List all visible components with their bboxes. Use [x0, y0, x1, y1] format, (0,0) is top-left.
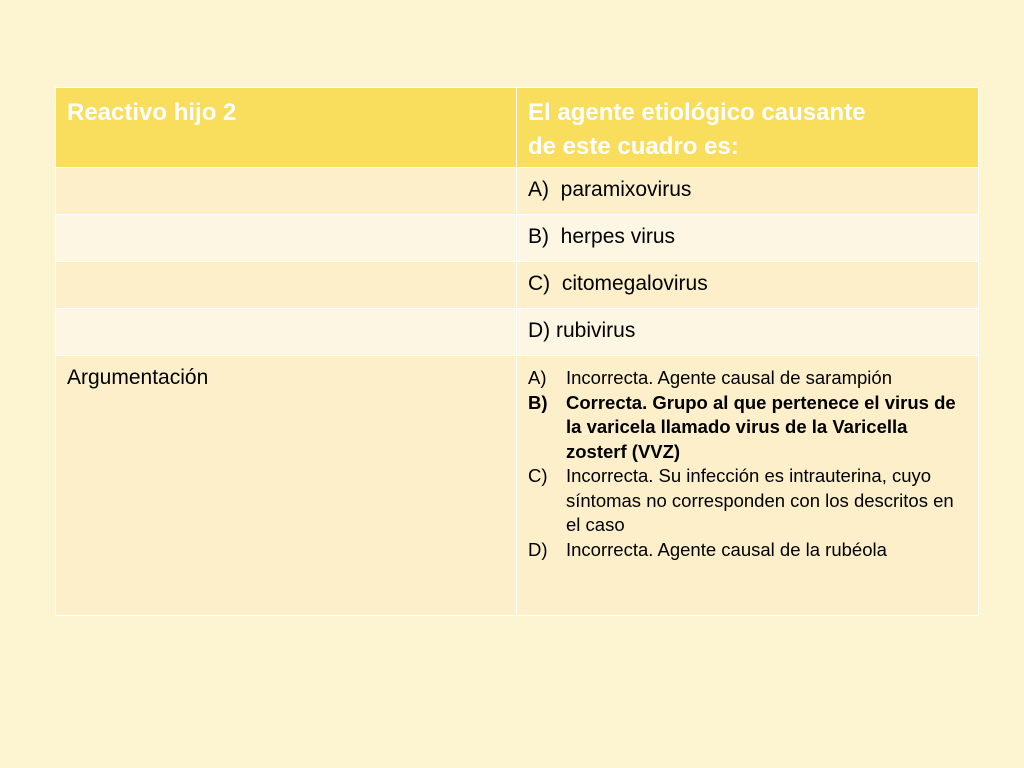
option-a-empty-cell — [56, 168, 517, 215]
option-c-label: C) citomegalovirus — [528, 272, 708, 295]
option-row-a — [56, 168, 979, 215]
question-line-2: de este cuadro es: — [528, 133, 739, 160]
option-a-label: A) paramixovirus — [528, 178, 692, 201]
option-b-label: B) herpes virus — [528, 225, 676, 248]
argumentation-marker-a: A) — [528, 367, 547, 388]
argumentation-text-c: Incorrecta. Su infección es intrauterina, cuyo síntomas no corresponden con los descritos en el caso — [566, 465, 954, 535]
table-header-row — [56, 88, 979, 168]
argumentation-content-cell — [517, 356, 979, 616]
argumentation-text-a: Incorrecta. Agente causal de sarampión — [566, 367, 892, 388]
option-c-cell — [517, 262, 979, 309]
option-b-empty-cell — [56, 215, 517, 262]
option-d-empty-cell — [56, 309, 517, 356]
argumentation-marker-d: D) — [528, 538, 548, 560]
option-row-b — [56, 215, 979, 262]
option-a-cell — [517, 168, 979, 215]
option-c-empty-cell — [56, 262, 517, 309]
argumentation-text-d: Incorrecta. Agente causal de la rubéola — [566, 538, 887, 560]
argumentation-text-b: Correcta. Grupo al que pertenece el virus de la varicela llamado virus de la Varicella zosterf (VVZ) — [566, 391, 956, 462]
header-left-cell — [56, 88, 517, 168]
argumentation-row — [56, 356, 979, 616]
argumentation-item-d — [528, 538, 970, 563]
argumentation-item-b — [528, 391, 970, 465]
argumentation-label: Argumentación — [67, 366, 209, 389]
option-d-cell — [517, 309, 979, 356]
header-title: Reactivo hijo 2 — [67, 99, 237, 126]
option-b-cell — [517, 215, 979, 262]
option-d-label: D) rubivirus — [528, 319, 636, 342]
argumentation-list — [528, 356, 978, 562]
argumentation-item-a — [528, 366, 970, 391]
argumentation-marker-b: B) — [528, 391, 548, 413]
argumentation-item-c — [528, 464, 970, 538]
question-line-1: El agente etiológico causante — [528, 99, 866, 126]
question-table — [55, 87, 979, 616]
option-row-c — [56, 262, 979, 309]
argumentation-marker-c: C) — [528, 465, 548, 486]
option-row-d — [56, 309, 979, 356]
header-right-cell — [517, 88, 979, 168]
argumentation-label-cell — [56, 356, 517, 616]
